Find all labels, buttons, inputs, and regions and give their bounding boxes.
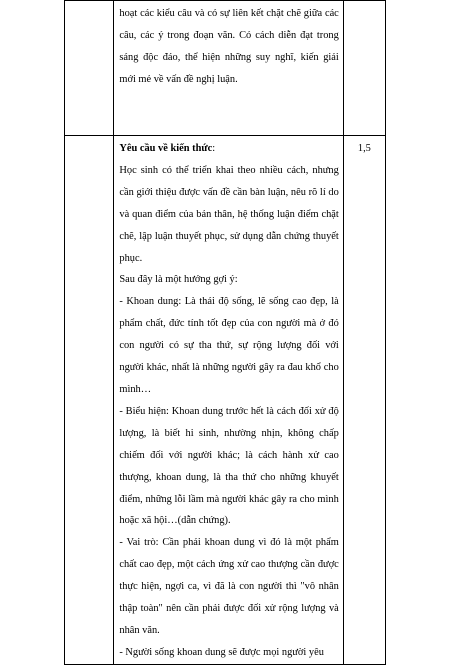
section-heading [119,138,338,160]
question-cell [65,1,114,136]
table-row [65,136,386,665]
content-cell [114,1,343,136]
suggestion-paragraph: Sau đây là một hướng gợi ý: [119,274,238,286]
point-benefit: - Người sống khoan dung sẽ được mọi người yêu [119,646,324,658]
section-heading-text: Yêu cầu về kiến thức [119,143,213,154]
point-definition: - Khoan dung: Là thái độ sống, lẽ sống cao đẹp, là phẩm chất, đức tính tốt đẹp của con người mà ở đó con người có sự tha thứ, sự rộng lượng đối với người khác, nhất là những người gây ra đau khổ cho mình… [119,296,339,395]
answer-table [64,0,386,665]
content-cell [114,136,343,665]
question-cell [65,136,114,665]
continuation-paragraph: hoạt các kiểu câu và có sự liên kết chặt chẽ giữa các câu, các ý trong đoạn văn. Có cách diễn đạt trong sáng độc đáo, thể hiện những suy nghĩ, kiến giải mới mẻ về vấn đề nghị luận. [119,8,339,85]
table-row [65,1,386,136]
score-cell [343,1,385,136]
score-cell [343,136,385,665]
section-heading-colon: : [212,143,216,154]
score-value: 1,5 [357,143,371,154]
point-expression: - Biểu hiện: Khoan dung trước hết là cách đối xử độ lượng, là biết hi sinh, nhường nhịn, không chấp chiếm đối với người khác; là cách hành xử cao thượng, khoan dung, là tha thứ cho những khuyết điểm, những lỗi lầm mà người khác gây ra cho mình hoặc xã hội…(dẫn chứng). [119,405,339,527]
point-role: - Vai trò: Cần phải khoan dung vì đó là một phẩm chất cao đẹp, một cách ứng xử cao thượng cần được thực hiện, ngợi ca, vì đã là con người thì "vô nhân thập toàn" nên cần phải được đối xử rộng lượng và nhân văn. [119,537,339,636]
intro-paragraph: Học sinh có thể triển khai theo nhiều cách, nhưng cần giới thiệu được vấn đề cần bàn luận, nêu rõ lí do và quan điểm của bản thân, hệ thống luận điểm chặt chẽ, lập luận thuyết phục, sử dụng dẫn chứng thuyết phục. [119,164,339,264]
